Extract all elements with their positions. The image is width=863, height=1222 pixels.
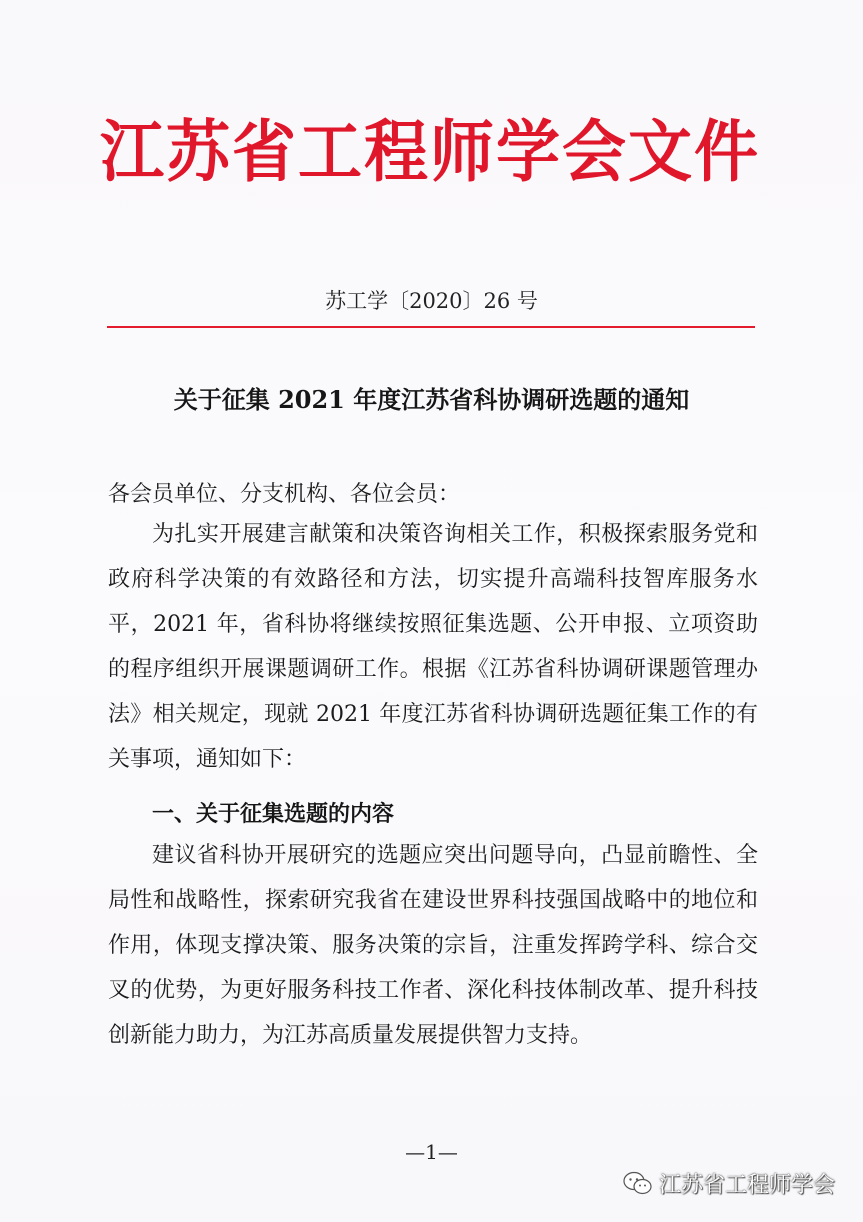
watermark-text: 江苏省工程师学会: [658, 1173, 835, 1198]
wechat-icon: [623, 1171, 653, 1197]
page-number: —1—: [405, 1140, 458, 1164]
salutation: 各会员单位、分支机构、各位会员：: [108, 482, 461, 507]
document-number: 苏工学〔2020〕26 号: [325, 289, 538, 313]
body-paragraph-2: [108, 833, 758, 1058]
body-paragraph-1: [108, 512, 758, 782]
red-divider-rule: [107, 326, 755, 328]
paragraph-text: 为扎实开展建言献策和决策咨询相关工作，积极探索服务党和政府科学决策的有效路径和方法，切实提升高端科技智库服务水平，2021 年，省科协将继续按照征集选题、公开申报、立项资助的程序组织开展课题调研工作。根据《江苏省科协调研课题管理办法》相关规定，现就 2021 年度江苏省科协调研选题征集工作的有关事项，通知如下：: [108, 522, 758, 772]
masthead-title: 江苏省工程师学会文件: [100, 114, 760, 192]
section-heading-1: 一、关于征集选题的内容: [152, 802, 395, 827]
paragraph-text: 建议省科协开展研究的选题应突出问题导向，凸显前瞻性、全局性和战略性，探索研究我省在建设世界科技强国战略中的地位和作用，体现支撑决策、服务决策的宗旨，注重发挥跨学科、综合交叉的优势，为更好服务科技工作者、深化科技体制改革、提升科技创新能力助力，为江苏高质量发展提供智力支持。: [108, 843, 758, 1048]
notice-title: 关于征集 2021 年度江苏省科协调研选题的通知: [173, 385, 690, 414]
wechat-watermark: [623, 1168, 835, 1199]
